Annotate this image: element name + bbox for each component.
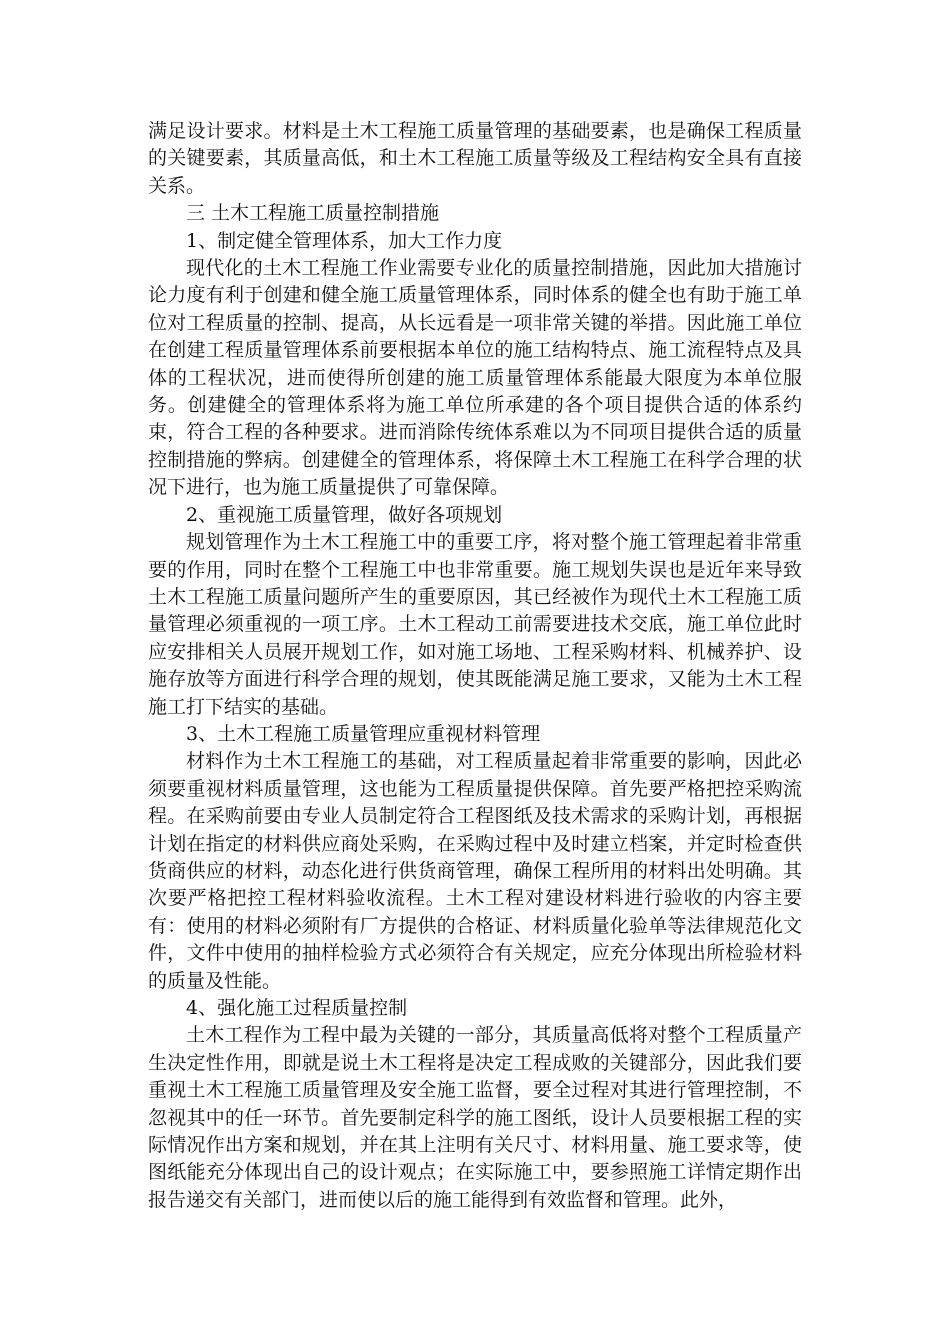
paragraph-process-control: 土木工程作为工程中最为关键的一部分，其质量高低将对整个工程质量产生决定性作用，即就是说土木工程将是决定工程成败的关键部分，因此我们要重视土木工程施工质量管理及安全施工监督，要全过程对其进行管理控制，不忽视其中的任一环节。首先要制定科学的施工图纸，设计人员要根据工程的实际情况作出方案和规划，并在其上注明有关尺寸、材料用量、施工要求等，使图纸能充分体现出自己的设计观点；在实际施工中，要参照施工详情定期作出报告递交有关部门，进而使以后的施工能得到有效监督和管理。此外，: [148, 1024, 802, 1211]
subheading-2: 2、重视施工质量管理，做好各项规划: [186, 503, 503, 526]
paragraph-planning: 规划管理作为土木工程施工中的重要工序，将对整个施工管理起着非常重要的作用，同时在整个工程施工中也非常重要。施工规划失误也是近年来导致土木工程施工质量问题所产生的重要原因，其已经被作为现代土木工程施工质量管理必须重视的一项工序。土木工程动工前需要进技术交底，施工单位此时应安排相关人员展开规划工作，如对施工场地、工程采购材料、机械养护、设施存放等方面进行科学合理的规划，使其既能满足施工要求，又能为土木工程施工打下结实的基础。: [148, 531, 802, 718]
subheading-3: 3、土木工程施工质量管理应重视材料管理: [186, 722, 541, 745]
paragraph-intro: 满足设计要求。材料是土木工程施工质量管理的基础要素，也是确保工程质量的关键要素，其质量高低，和土木工程施工质量等级及工程结构安全具有直接关系。: [148, 120, 802, 197]
section-heading-3: 三 土木工程施工质量控制措施: [186, 202, 440, 225]
document-page: [148, 118, 802, 1214]
paragraph-management-system: 现代化的土木工程施工作业需要专业化的质量控制措施，因此加大措施讨论力度有利于创建和健全施工质量管理体系，同时体系的健全也有助于施工单位对工程质量的控制、提高，从长远看是一项非常关键的举措。因此施工单位在创建工程质量管理体系前要根据本单位的施工结构特点、施工流程特点及具体的工程状况，进而使得所创建的施工质量管理体系能最大限度为本单位服务。创建健全的管理体系将为施工单位所承建的各个项目提供合适的体系约束，符合工程的各种要求。进而消除传统体系难以为不同项目提供合适的质量控制措施的弊病。创建健全的管理体系，将保障土木工程施工在科学合理的状况下进行，也为施工质量提供了可靠保障。: [148, 257, 802, 499]
paragraph-materials: 材料作为土木工程施工的基础，对工程质量起着非常重要的影响，因此必须要重视材料质量管理，这也能为工程质量提供保障。首先要严格把控采购流程。在采购前要由专业人员制定符合工程图纸及技术需求的采购计划，再根据计划在指定的材料供应商处采购，在采购过程中及时建立档案，并定时检查供货商供应的材料，动态化进行供货商管理，确保工程所用的材料出处明确。其次要严格把控工程材料验收流程。土木工程对建设材料进行验收的内容主要有：使用的材料必须附有厂方提供的合格证、材料质量化验单等法律规范化文件，文件中使用的抽样检验方式必须符合有关规定，应充分体现出所检验材料的质量及性能。: [148, 750, 802, 992]
subheading-1: 1、制定健全管理体系，加大工作力度: [186, 229, 503, 252]
subheading-4: 4、强化施工过程质量控制: [186, 997, 408, 1019]
